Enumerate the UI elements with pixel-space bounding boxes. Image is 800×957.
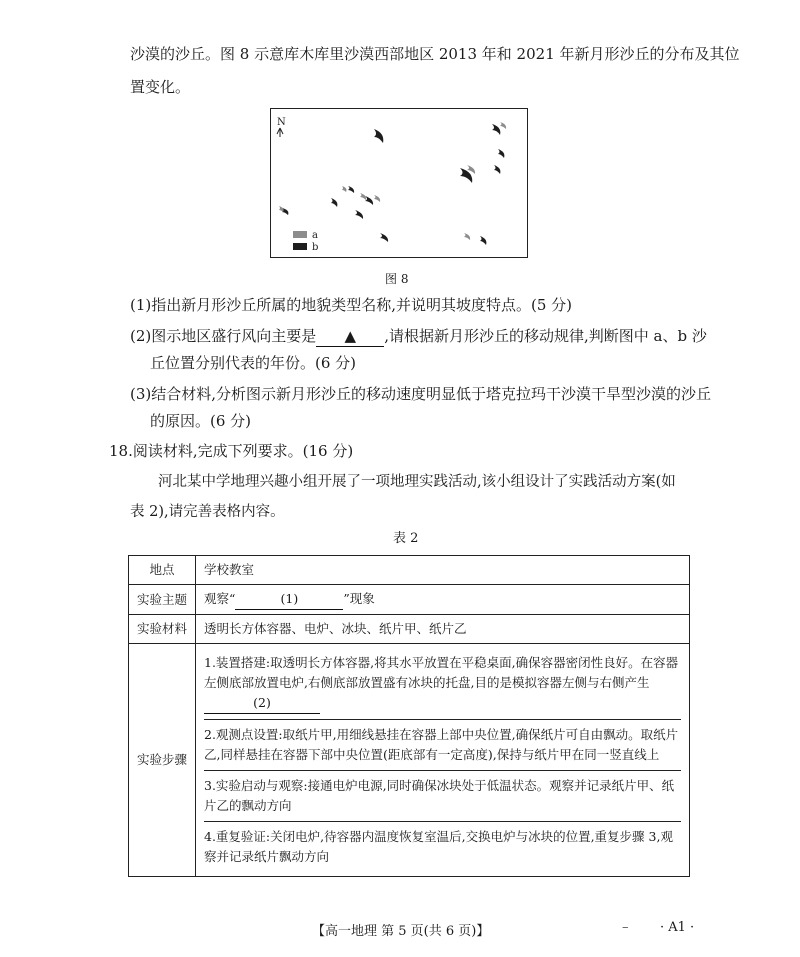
figure-8-map (270, 108, 528, 258)
dune-a (279, 206, 284, 212)
legend-swatch-a (293, 231, 307, 238)
question-2-prefix: (2)图示地区盛行风向主要是 (130, 327, 317, 345)
table-row (129, 585, 690, 615)
step-1-blank-label: (2) (253, 695, 271, 710)
row-value-location: 学校教室 (196, 556, 690, 585)
figure-caption: 图 8 (385, 272, 409, 286)
dune-a (464, 233, 470, 240)
dune-b (494, 165, 500, 174)
step-2: 2.观测点设置:取纸片甲,用细线悬挂在容器上部中央位置,确保纸片可自由飘动。取纸片乙,同样悬挂在容器下部中央位置(距底部有一定高度),保持与纸片甲在同一竖直线上 (204, 720, 681, 771)
row-label-materials: 实验材料 (129, 615, 196, 644)
question-3-line-1: (3)结合材料,分析图示新月形沙丘的移动速度明显低于塔克拉玛干沙漠干旱型沙漠的沙丘 (130, 385, 712, 403)
footer-page-info: 【高一地理 第 5 页(共 6 页)】 (312, 924, 490, 939)
question-1: (1)指出新月形沙丘所属的地貌类型名称,并说明其坡度特点。(5 分) (130, 296, 573, 314)
triangle-marker-icon: ▲ (344, 327, 357, 345)
dune-b (348, 186, 354, 193)
dune-b (374, 129, 383, 143)
row-value-theme (196, 585, 690, 615)
question-2-line-2: 丘位置分别代表的年份。(6 分) (150, 354, 357, 372)
question-2-line-1 (130, 326, 707, 347)
step-1-text: 1.装置搭建:取透明长方体容器,将其水平放置在平稳桌面,确保容器密闭性良好。在容器左侧底部放置电炉,右侧底部放置盛有冰块的托盘,目的是模拟容器左侧与右侧产生 (204, 655, 679, 690)
question-18-para-line-1: 河北某中学地理兴趣小组开展了一项地理实践活动,该小组设计了实践活动方案(如 (158, 474, 676, 490)
row-label-location: 地点 (129, 556, 196, 585)
steps-cell (196, 644, 690, 877)
wind-direction-blank[interactable] (316, 326, 384, 347)
dune-a (342, 186, 347, 192)
dunes-layer (279, 122, 506, 245)
step-4: 4.重复验证:关闭电炉,待容器内温度恢复室温后,交换电炉与冰块的位置,重复步骤 3,观察并记录纸片飘动方向 (204, 829, 673, 864)
step-1-blank[interactable] (204, 693, 320, 714)
dune-b (498, 149, 504, 158)
theme-prefix: 观察“ (204, 591, 236, 606)
table-row (129, 644, 690, 877)
intro-line-1: 沙漠的沙丘。图 8 示意库木库里沙漠西部地区 2013 年和 2021 年新月形沙丘的分布及其位 (130, 45, 740, 63)
question-3-line-2: 的原因。(6 分) (150, 412, 252, 430)
legend (293, 230, 318, 253)
table-title: 表 2 (393, 531, 419, 546)
theme-suffix: ”现象 (343, 591, 375, 606)
north-arrow-icon (277, 128, 283, 137)
activity-plan-table (128, 555, 690, 877)
dune-map (271, 109, 526, 256)
dune-b (365, 196, 373, 205)
dune-b (355, 210, 363, 219)
dune-a (500, 122, 506, 129)
dune-b (480, 236, 486, 245)
dune-a (360, 193, 366, 200)
intro-line-2: 置变化。 (130, 78, 191, 96)
step-1 (204, 648, 681, 720)
question-18-heading: 18.阅读材料,完成下列要求。(16 分) (109, 442, 354, 460)
dune-b (331, 198, 337, 207)
row-value-materials: 透明长方体容器、电炉、冰块、纸片甲、纸片乙 (196, 615, 690, 644)
legend-label-a: a (312, 230, 318, 241)
row-label-steps: 实验步骤 (129, 644, 196, 877)
legend-label-b: b (312, 242, 319, 253)
footer-code: · A1 · (660, 920, 695, 935)
dune-b (380, 233, 388, 242)
theme-blank[interactable] (235, 589, 343, 610)
dune-a (374, 195, 380, 202)
step-3: 3.实验启动与观察:接通电炉电源,同时确保冰块处于低温状态。观察并记录纸片甲、纸片乙的飘动方向 (204, 771, 681, 822)
dune-b (492, 124, 500, 135)
row-label-theme: 实验主题 (129, 585, 196, 615)
north-label: N (277, 117, 286, 128)
legend-swatch-b (293, 243, 307, 250)
question-18-para-line-2: 表 2),请完善表格内容。 (130, 504, 285, 520)
question-2-suffix: ,请根据新月形沙丘的移动规律,判断图中 a、b 沙 (384, 327, 707, 345)
table-row (129, 556, 690, 585)
table-row (129, 615, 690, 644)
footer-dash: – (622, 920, 629, 935)
theme-blank-label: (1) (280, 591, 299, 606)
